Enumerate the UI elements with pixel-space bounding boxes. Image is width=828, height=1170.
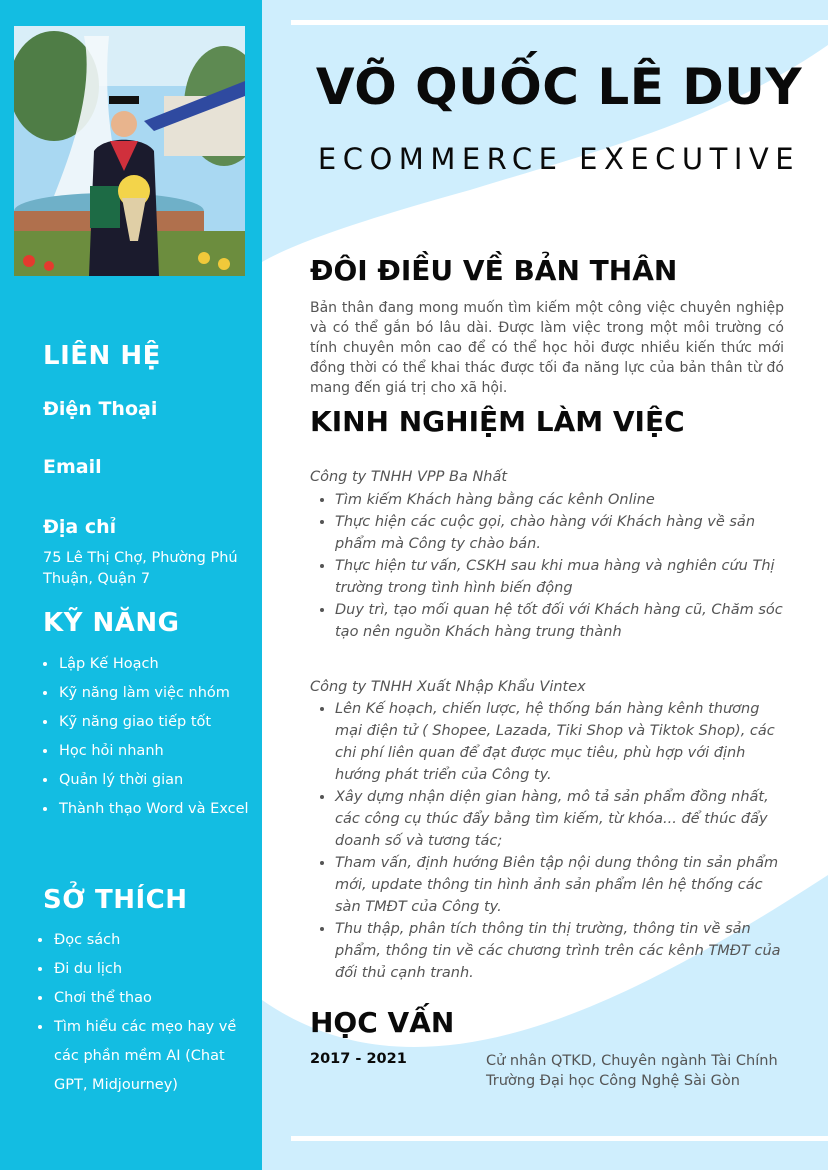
hobby-item: • Đi du lịch	[53, 955, 253, 984]
bottom-divider	[291, 1136, 828, 1141]
job-duty: • Lên Kế hoạch, chiến lược, hệ thống bán hàng kênh thương mại điện tử ( Shopee, Lazada, Tiki Shop và Tiktok Shop), các chi phí liên quan để đạt được mục tiêu, phù hợp với định hướng phát triển của Công ty.	[335, 698, 784, 786]
skills-list	[43, 650, 258, 824]
education-degree: Cử nhân QTKD, Chuyên ngành Tài Chính	[486, 1053, 778, 1069]
job-title: ECOMMERCE EXECUTIVE	[317, 142, 801, 176]
job-duty: • Tham vấn, định hướng Biên tập nội dung thông tin sản phẩm mới, update thông tin hình ảnh sản phẩm lên hệ thống các sàn TMĐT của Công ty.	[335, 852, 784, 918]
hobby-item: • Tìm hiểu các mẹo hay về các phần mềm AI (Chat GPT, Midjourney)	[53, 1013, 253, 1100]
candidate-name: VÕ QUỐC LÊ DUY	[315, 58, 803, 116]
email-label: Email	[43, 456, 102, 478]
education-details	[486, 1051, 778, 1091]
education-heading: HỌC VẤN	[310, 1006, 455, 1039]
job-duty: • Thực hiện tư vấn, CSKH sau khi mua hàng và nghiên cứu Thị trường trong tình hình biến động	[335, 555, 784, 599]
skill-item: • Lập Kế Hoạch	[58, 650, 258, 679]
hobby-item: • Đọc sách	[53, 926, 253, 955]
skill-item: • Thành thạo Word và Excel	[58, 795, 258, 824]
profile-photo	[14, 26, 245, 276]
education-school: Trường Đại học Công Nghệ Sài Gòn	[486, 1073, 740, 1089]
job-duty: • Xây dựng nhận diện gian hàng, mô tả sản phẩm đồng nhất, các công cụ thúc đẩy bằng tìm kiếm, từ khóa... để thúc đẩy doanh số và tương tác;	[335, 786, 784, 852]
address-value: 75 Lê Thị Chợ, Phường Phú Thuận, Quận 7	[43, 550, 238, 587]
hobbies-list	[38, 926, 253, 1100]
skill-item: • Quản lý thời gian	[58, 766, 258, 795]
skill-item: • Học hỏi nhanh	[58, 737, 258, 766]
job-duties-list	[310, 489, 784, 643]
job-duty: • Duy trì, tạo mối quan hệ tốt đối với Khách hàng cũ, Chăm sóc tạo nên nguồn Khách hàng trung thành	[335, 599, 784, 643]
about-heading: ĐÔI ĐIỀU VỀ BẢN THÂN	[310, 254, 678, 287]
job-duty: • Thu thập, phân tích thông tin thị trường, thông tin về sản phẩm, thông tin về các chương trình trên các kênh TMĐT của đối thủ cạnh tranh.	[335, 918, 784, 984]
job-duty: • Tìm kiếm Khách hàng bằng các kênh Online	[335, 489, 784, 511]
job-duty: • Thực hiện các cuộc gọi, chào hàng với Khách hàng về sản phẩm mà Công ty chào bán.	[335, 511, 784, 555]
company-name: Công ty TNHH Xuất Nhập Khẩu Vintex	[310, 679, 586, 695]
skill-item: • Kỹ năng làm việc nhóm	[58, 679, 258, 708]
company-name: Công ty TNHH VPP Ba Nhất	[310, 469, 508, 485]
education-years: 2017 - 2021	[310, 1051, 407, 1067]
skills-heading: KỸ NĂNG	[43, 608, 180, 638]
job-duties-list	[310, 698, 784, 984]
contact-heading: LIÊN HỆ	[43, 341, 161, 371]
hobbies-heading: SỞ THÍCH	[43, 885, 188, 915]
about-text: Bản thân đang mong muốn tìm kiếm một công việc chuyên nghiệp và có thể gắn bó lâu dài. Được làm việc trong một môi trường có tính chuyên môn cao để có thể học hỏi được nhiều kiến thức mới đồng thời có thể khai thác được tối đa năng lực của bản thân từ đó mang đến giá trị cho xã hội.	[310, 300, 784, 396]
skill-item: • Kỹ năng giao tiếp tốt	[58, 708, 258, 737]
top-divider	[291, 20, 828, 25]
hobby-item: • Chơi thể thao	[53, 984, 253, 1013]
address-label: Địa chỉ	[43, 516, 117, 538]
experience-heading: KINH NGHIỆM LÀM VIỆC	[310, 405, 685, 438]
phone-label: Điện Thoại	[43, 398, 158, 420]
